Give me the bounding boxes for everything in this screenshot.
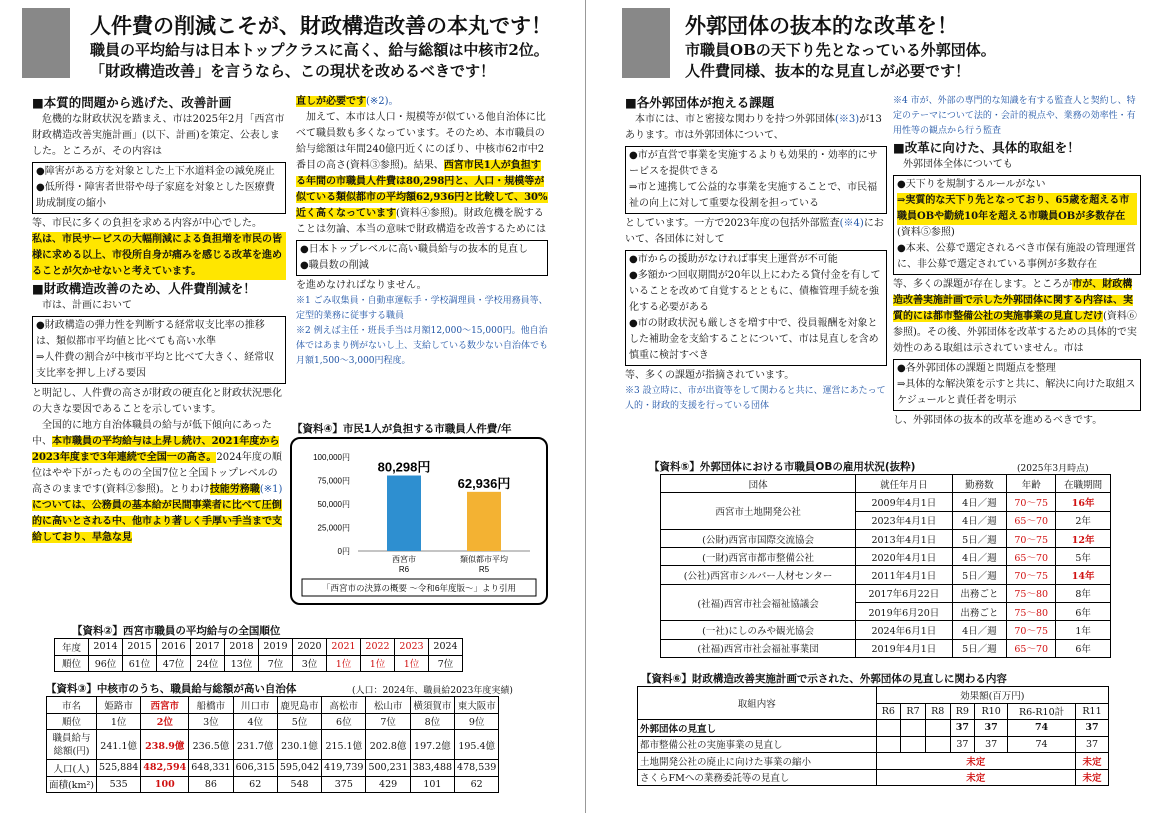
data-label: 62,936円: [457, 475, 511, 491]
table-cell: 船橋市: [189, 697, 233, 714]
bullet-box: [625, 250, 887, 366]
bullet: (資料⑤参照): [897, 227, 955, 238]
table-cell: [901, 736, 926, 753]
table-cell: 4位: [233, 713, 277, 730]
paragraph: [893, 277, 1141, 357]
table-cell: 595,042: [277, 760, 321, 777]
table-cell: 2023: [395, 639, 429, 656]
table-row: [661, 475, 1111, 493]
table-cell: 2024: [429, 639, 463, 656]
footnote-ref: (※4): [839, 218, 864, 229]
table-cell: 2位: [141, 713, 189, 730]
table-cell: 231.7億: [233, 730, 277, 760]
table-cell: 2009年4月1日: [856, 493, 952, 511]
table-cell: 1位: [97, 713, 141, 730]
table-cell: 5位: [277, 713, 321, 730]
category-label: R6: [398, 565, 410, 574]
table-cell: 4日／週: [952, 511, 1007, 529]
paragraph: と明記し、人件費の高さが財政の硬直化と財政状況悪化の大きな要因であることを示しています。: [32, 388, 282, 415]
table-cell: 4日／週: [952, 548, 1007, 566]
center-divider: [585, 0, 586, 813]
table-cell: 2017: [191, 639, 225, 656]
table-cell: 出務ごと: [952, 584, 1007, 602]
table-cell: 2022: [361, 639, 395, 656]
table3-note: (人口：2024年、職員給2023年度実績): [352, 686, 513, 696]
table-cell: R8: [925, 703, 950, 720]
table-cell: (一社)にしのみや観光協会: [661, 621, 856, 639]
right-page: [605, 0, 1165, 813]
footnote: ※4 市が、外部の専門的な知識を有する監査人と契約し、特定のテーマについて法的・会計的視点や、業務の効率性・有用性等の観点から行う監査: [893, 96, 1136, 136]
table-cell: 4日／週: [952, 621, 1007, 639]
table-cell: 在職期間: [1056, 475, 1111, 493]
category-label: 類似都市平均: [460, 555, 508, 564]
table-cell: 2023年4月1日: [856, 511, 952, 529]
table-cell: 65〜70: [1007, 548, 1056, 566]
table-cell: 62: [233, 776, 277, 793]
table-cell: 195.4億: [455, 730, 499, 760]
left-subtitle-1: 職員の平均給与は日本トップクラスに高く、給与総額は中核市2位。: [90, 41, 549, 59]
chart-frame: [290, 437, 548, 605]
table-row: [638, 769, 1109, 786]
table-row: [661, 639, 1111, 657]
table-cell: 取組内容: [638, 687, 877, 720]
bullet-box: [296, 240, 548, 276]
table-cell: 236.5億: [189, 730, 233, 760]
table-cell: 順位: [55, 655, 89, 672]
highlight-text: については、公務員の基本給が民間事業者に比べて圧倒的に高いとされる中、他市より著しく手厚い手当まで支給しており、早急な見: [32, 500, 282, 543]
table-cell: 2024年6月1日: [856, 621, 952, 639]
chart-title: 【資料④】市民1人が負担する市職員人件費/年: [292, 423, 512, 435]
table-cell: 383,488: [410, 760, 454, 777]
right-column-2: [893, 94, 1141, 429]
section-heading: ■各外郭団体が抱える課題: [625, 95, 775, 110]
bullet: ●財政構造の弾力性を判断する経常収支比率の推移は、類似都市平均値と比べても高い水準: [36, 320, 265, 347]
table-cell: R10: [975, 703, 1008, 720]
table-row: [661, 493, 1111, 511]
highlight-text: 西宮市民1人が負担する年間の市職員人件費は80,298円と、人口・規模等が似ている類似都市の平均額62,936円と比較して、30%近く高くなっています: [296, 160, 548, 219]
highlight-text: 技能労務職: [209, 484, 260, 495]
table-row: [47, 697, 499, 714]
paragraph: 危機的な財政状況を踏まえ、市は2025年2月「西宮市財政構造改善実施計画」(以下、計画)を策定、公表しました。ところが、その内容は: [32, 114, 285, 157]
table-cell: 2016: [157, 639, 191, 656]
footnote: ※1 ごみ収集員・自動車運転手・学校調理員・学校用務員等、定型的業務に従事する職員: [296, 296, 548, 321]
table-cell: R11: [1076, 703, 1109, 720]
table-cell: 375: [322, 776, 366, 793]
table-row: [638, 753, 1109, 770]
ob-table: [660, 474, 1111, 658]
table-cell: (社福)西宮市社会福祉協議会: [661, 584, 856, 621]
table-cell: 横須賀市: [410, 697, 454, 714]
table-cell: 419,739: [322, 760, 366, 777]
left-title: 人件費の削減こそが、財政構造改善の本丸です！: [90, 13, 552, 38]
table-cell: 2020年4月1日: [856, 548, 952, 566]
footnote-ref: (※3): [835, 114, 860, 125]
table-cell: 6年: [1056, 639, 1111, 657]
y-tick-label: 50,000円: [317, 500, 350, 509]
table-cell: 1位: [395, 655, 429, 672]
right-subtitle-2: 人件費同様、抜本的な見直しが必要です！: [685, 62, 971, 80]
table-cell: 65〜70: [1007, 639, 1056, 657]
bullet: ●職員数の削減: [300, 260, 369, 271]
table-cell: 648,331: [189, 760, 233, 777]
table-cell: 101: [410, 776, 454, 793]
table-cell: 37: [1076, 736, 1109, 753]
table-cell: 548: [277, 776, 321, 793]
table-cell: 86: [189, 776, 233, 793]
table-cell: 75〜80: [1007, 603, 1056, 621]
table-cell: 未定: [876, 769, 1076, 786]
table-cell: 215.1億: [322, 730, 366, 760]
table-row: [661, 529, 1111, 547]
table-cell: 75〜80: [1007, 584, 1056, 602]
table-cell: 482,594: [141, 760, 189, 777]
table-cell: 2011年4月1日: [856, 566, 952, 584]
paragraph: [296, 110, 548, 238]
table-cell: 市名: [47, 697, 97, 714]
paragraph: し、外郭団体の抜本的改革を進めるべきです。: [893, 415, 1103, 426]
table-cell: [876, 720, 901, 737]
table-cell: 37: [975, 720, 1008, 737]
table-cell: 未定: [1076, 769, 1109, 786]
paragraph: [625, 112, 887, 144]
table-cell: 効果額(百万円): [876, 687, 1108, 704]
table-cell: 230.1億: [277, 730, 321, 760]
table-row: [638, 736, 1109, 753]
text: 加えて、本市は人口・規模等が似ている他自治体に比べて職員数も多くなっています。そのため、本市職員の給与総額は年間240億円近くにのぼり、中核市62市中2番目の高さ(資料③参照)。結果、: [296, 112, 546, 171]
table-cell: 都市整備公社の実施事業の見直し: [638, 736, 877, 753]
table-cell: R7: [901, 703, 926, 720]
table-cell: R6-R10計: [1008, 703, 1076, 720]
table-cell: 職員給与総額(円): [47, 730, 97, 760]
table-cell: 土地開発公社の廃止に向けた事業の縮小: [638, 753, 877, 770]
y-tick-label: 25,000円: [317, 523, 350, 533]
table-cell: 1年: [1056, 621, 1111, 639]
table-cell: 団体: [661, 475, 856, 493]
table-cell: 500,231: [366, 760, 410, 777]
table-cell: 5日／週: [952, 566, 1007, 584]
paragraph: 市は、計画において: [42, 300, 132, 311]
table-row: [55, 639, 463, 656]
table-cell: 100: [141, 776, 189, 793]
section-heading: ■改革に向けた、具体的取組を！: [893, 140, 1080, 155]
table-cell: 2021: [327, 639, 361, 656]
table-row: [638, 720, 1109, 737]
text: 2024年度の順位はやや下がったものの全国7位と全国トップレベルの高さのままです(資料②参照)。とりわけ: [32, 452, 282, 495]
bullet-box: [893, 359, 1141, 411]
table-cell: 13位: [225, 655, 259, 672]
table-cell: 7位: [366, 713, 410, 730]
table-cell: 197.2億: [410, 730, 454, 760]
table-cell: 1位: [361, 655, 395, 672]
bullet: ⇒具体的な解決策を示すと共に、解決に向けた取組スケジュールと責任者を明示: [897, 379, 1136, 406]
table-row: [638, 687, 1109, 704]
table-cell: 606,315: [233, 760, 277, 777]
table-cell: 535: [97, 776, 141, 793]
highlight-text: 本市職員の平均給与は上昇し続け、2021年度から2023年度まで3年連続で全国一の高さ。: [32, 436, 280, 463]
table-cell: 525,884: [97, 760, 141, 777]
bullet-box: [32, 162, 286, 214]
table-cell: 70〜75: [1007, 621, 1056, 639]
table-cell: 3位: [293, 655, 327, 672]
bullet: ●市が直営で事業を実施するよりも効果的・効率的にサービスを提供できる: [629, 150, 878, 177]
text: において、各団体に対して: [625, 218, 884, 245]
left-column-1: [32, 94, 286, 546]
table-cell: 9位: [455, 713, 499, 730]
table-cell: 8位: [410, 713, 454, 730]
table6-title: 【資料⑥】財政構造改善実施計画で示された、外郭団体の見直しに関わる内容: [641, 673, 1007, 685]
table-cell: 2017年6月22日: [856, 584, 952, 602]
bullet: ●天下りを規制するルールがない: [897, 179, 1046, 190]
text: 等、多くの課題が存在します。ところが: [893, 279, 1073, 290]
right-title: 外郭団体の抜本的な改革を！: [685, 13, 958, 38]
table-cell: 1位: [327, 655, 361, 672]
table-row: [661, 584, 1111, 602]
text: (資料⑥参照)。その後、外郭団体を改革するための具体的で実効性のある取組は示されていません。市は: [893, 311, 1137, 354]
table-cell: 4日／週: [952, 493, 1007, 511]
paragraph: 等、多くの課題が指摘されています。: [625, 370, 795, 381]
table-cell: 2年: [1056, 511, 1111, 529]
left-subtitle-2: 「財政構造改善」を言うなら、この現状を改めるべきです！: [90, 62, 496, 80]
table-cell: (一財)西宮市都市整備公社: [661, 548, 856, 566]
bullet: ⇒人件費の割合が中核市平均と比べて大きく、経常収支比率を押し上げる要因: [36, 352, 275, 379]
table-cell: 478,539: [455, 760, 499, 777]
table-row: [55, 655, 463, 672]
table-cell: (社福)西宮市社会福祉事業団: [661, 639, 856, 657]
table-cell: 7位: [429, 655, 463, 672]
table-cell: 出務ごと: [952, 603, 1007, 621]
paragraph: を進めなければなりません。: [296, 280, 427, 291]
rank-table: [54, 638, 463, 672]
table-cell: 面積(km²): [47, 776, 97, 793]
table-cell: 70〜75: [1007, 566, 1056, 584]
table-cell: [925, 736, 950, 753]
text: としています。一方で2023年度の包括外部監査: [625, 218, 840, 229]
table5-title: 【資料⑤】外郭団体における市職員OBの雇用状況(抜粋): [649, 461, 916, 473]
table-cell: (公社)西宮市シルバー人材センター: [661, 566, 856, 584]
table-cell: [876, 736, 901, 753]
table-cell: 429: [366, 776, 410, 793]
table3-title: 【資料③】中核市のうち、職員給与総額が高い自治体: [46, 683, 297, 695]
table-cell: 37: [975, 736, 1008, 753]
table-cell: 人口(人): [47, 760, 97, 777]
table-cell: 西宮市: [141, 697, 189, 714]
table-cell: 96位: [89, 655, 123, 672]
table-cell: 2019年6月20日: [856, 603, 952, 621]
highlight-text: 私は、市民サービスの大幅削減による負担増を市民の皆様に求める以上、市役所自身が痛みを感じる改革を進めることが欠かせないと考えています。: [32, 232, 286, 280]
bullet-box: [625, 146, 887, 214]
bullet: ●障害がある方を対象とした上下水道料金の減免廃止: [36, 166, 275, 177]
table-cell: 65〜70: [1007, 511, 1056, 529]
category-label: R5: [478, 565, 490, 574]
table-cell: 順位: [47, 713, 97, 730]
table-row: [47, 760, 499, 777]
table-cell: 高松市: [322, 697, 366, 714]
section-heading: ■財政構造改善のため、人件費削減を！: [32, 281, 256, 296]
bullet: ●低所得・障害者世帯や母子家庭を対象とした医療費助成制度の縮小: [36, 182, 275, 209]
y-tick-label: 75,000円: [317, 476, 350, 486]
table-cell: 5日／週: [952, 529, 1007, 547]
table5-date: (2025年3月時点): [1017, 464, 1089, 474]
table-cell: 2019: [259, 639, 293, 656]
table-cell: 74: [1008, 736, 1076, 753]
table-cell: 2019年4月1日: [856, 639, 952, 657]
table-cell: 7位: [259, 655, 293, 672]
bullet: ●各外郭団体の課題と問題点を整理: [897, 363, 1056, 374]
bullet: ●市からの援助がなければ事実上運営が不可能: [629, 254, 838, 265]
chart-source: 「西宮市の決算の概要 〜令和6年度版〜」より引用: [321, 583, 517, 593]
plan-table: [637, 686, 1109, 786]
left-column-2: [296, 94, 548, 369]
table-cell: 未定: [876, 753, 1076, 770]
text: (資料④参照)。財政危機を脱することは勿論、本当の意味で財政構造を改善するためには: [296, 208, 546, 235]
table-cell: 5日／週: [952, 639, 1007, 657]
table-cell: 川口市: [233, 697, 277, 714]
table-cell: 3位: [189, 713, 233, 730]
table-cell: 東大阪市: [455, 697, 499, 714]
highlight-text: ⇒実質的な天下り先となっており、65歳を超える市職員OBや勤続10年を超える市職員OBが多数存在: [897, 193, 1137, 225]
table-cell: 61位: [123, 655, 157, 672]
bullet-box: [893, 175, 1141, 275]
table-cell: 8年: [1056, 584, 1111, 602]
table-cell: 24位: [191, 655, 225, 672]
table-cell: [901, 720, 926, 737]
footnote-ref: (※2)。: [366, 96, 399, 107]
bullet: ●日本トップレベルに高い職員給与の抜本的見直し: [300, 244, 529, 255]
highlight-text: 市が、財政構造改善実施計画で示した外郭団体に関する内容は、実質的には都市整備公社の実施事業の見直しだけ: [893, 279, 1133, 322]
table-cell: 47位: [157, 655, 191, 672]
table-cell: 12年: [1056, 529, 1111, 547]
table-row: [47, 713, 499, 730]
table-cell: 姫路市: [97, 697, 141, 714]
table-cell: 70〜75: [1007, 493, 1056, 511]
footnote: ※3 設立時に、市が出資等をして関わると共に、運営にあたって人的・財政的支援を行っている団体: [625, 386, 886, 411]
right-column-1: [625, 94, 887, 414]
table-cell: 2020: [293, 639, 327, 656]
bullet: ⇒市と連携して公益的な事業を実施することで、市民福祉の向上に対して重要な役割を担っている: [629, 182, 878, 209]
table-cell: 241.1億: [97, 730, 141, 760]
table-cell: 年齢: [1007, 475, 1056, 493]
bullet-box: [32, 316, 286, 384]
footnote-ref: (※1): [259, 484, 283, 495]
paragraph: 等、市民に多くの負担を求める内容が中心でした。: [32, 218, 262, 229]
bar: [387, 476, 421, 551]
bullet: ●多額かつ回収期間が20年以上にわたる貸付金を有していることを改めて自覚するとともに、債権管理手続を強化する必要がある: [629, 270, 881, 313]
table-row: [661, 566, 1111, 584]
table-cell: R9: [950, 703, 975, 720]
table-cell: R6: [876, 703, 901, 720]
table2-title: 【資料②】西宮市職員の平均給与の全国順位: [72, 625, 281, 637]
table-cell: 238.9億: [141, 730, 189, 760]
highlight-text: 直しが必要です: [296, 96, 366, 107]
table-cell: (公財)西宮市国際交流協会: [661, 529, 856, 547]
salary-table: [46, 696, 499, 793]
table-cell: 202.8億: [366, 730, 410, 760]
left-page: [0, 0, 560, 813]
table-cell: 16年: [1056, 493, 1111, 511]
header-block-left: [22, 8, 70, 78]
table-cell: 2018: [225, 639, 259, 656]
table-cell: 鹿児島市: [277, 697, 321, 714]
table-row: [661, 548, 1111, 566]
table-cell: 14年: [1056, 566, 1111, 584]
table-cell: 松山市: [366, 697, 410, 714]
bullet: ●本来、公募で選定されるべき市保有施設の管理運営に、非公募で選定されている事例が多数存在: [897, 243, 1136, 270]
table-row: [47, 730, 499, 760]
header-block-right: [622, 8, 670, 78]
table-cell: 74: [1008, 720, 1076, 737]
table-cell: 就任年月日: [856, 475, 952, 493]
table-cell: 西宮市土地開発公社: [661, 493, 856, 530]
y-tick-label: 100,000円: [313, 453, 350, 462]
table-cell: 37: [1076, 720, 1109, 737]
table-cell: 6位: [322, 713, 366, 730]
table-cell: さくらFMへの業務委託等の見直し: [638, 769, 877, 786]
section-heading: ■本質的問題から逃げた、改善計画: [32, 95, 232, 110]
text: が13あります。市は外郭団体について、: [625, 114, 882, 141]
table-cell: 5年: [1056, 548, 1111, 566]
text: 全国的に地方自治体職員の給与が低下傾向にあった中、: [32, 420, 272, 447]
table-cell: [925, 720, 950, 737]
table-cell: 62: [455, 776, 499, 793]
footnote: ※2 例えば主任・班長手当は月額12,000〜15,000円。他自治体ではあまり例がないし上、支給している数少ない自治体でも月額1,500〜3,000円程度。: [296, 326, 549, 366]
table-row: [47, 776, 499, 793]
table-cell: 年度: [55, 639, 89, 656]
paragraph: [625, 216, 887, 248]
text: 本市には、市と密接な関わりを持つ外郭団体: [635, 114, 835, 125]
bullet: ●市の財政状況も厳しさを増す中で、役員報酬を対象とした補助金を支給することについて、市は見直しを含め慎重に検討すべき: [629, 318, 879, 361]
table-row: [661, 621, 1111, 639]
right-subtitle-1: 市職員OBの天下り先となっている外郭団体。: [685, 41, 996, 59]
paragraph: [32, 418, 286, 546]
table-cell: 未定: [1076, 753, 1109, 770]
y-tick-label: 0円: [337, 547, 350, 556]
table-cell: 37: [950, 720, 975, 737]
data-label: 80,298円: [377, 459, 431, 475]
bar-chart: [292, 439, 546, 603]
table-cell: 勤務数: [952, 475, 1007, 493]
category-label: 西宮市: [392, 555, 416, 564]
table-cell: 70〜75: [1007, 529, 1056, 547]
table-cell: 2015: [123, 639, 157, 656]
table-cell: 37: [950, 736, 975, 753]
table-cell: 6年: [1056, 603, 1111, 621]
table-cell: 外郭団体の見直し: [638, 720, 877, 737]
paragraph: 外郭団体全体についても: [903, 159, 1013, 170]
table-cell: 2014: [89, 639, 123, 656]
bar: [467, 492, 501, 551]
table-cell: 2013年4月1日: [856, 529, 952, 547]
